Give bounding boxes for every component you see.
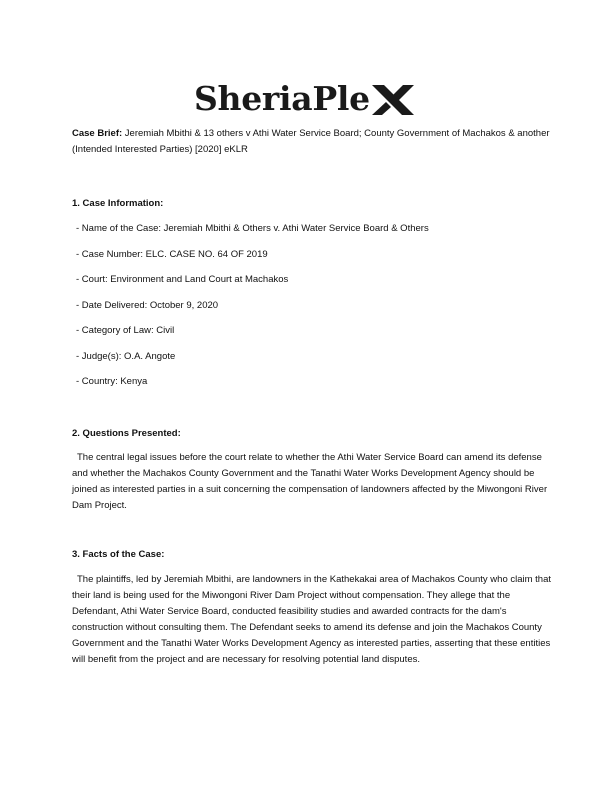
sheriaplex-logo (194, 78, 420, 120)
case-brief-title: Jeremiah Mbithi & 13 others v Athi Water Service Board; County Government of Machakos & another (Intended Interested Parties) [2020] eKLR (72, 128, 550, 155)
section-heading-questions-presented: 2. Questions Presented: (72, 428, 181, 439)
case-info-name: - Name of the Case: Jeremiah Mbithi & Others v. Athi Water Service Board & Others (76, 223, 429, 234)
case-brief-label: Case Brief: (72, 128, 123, 139)
case-info-category: - Category of Law: Civil (76, 325, 175, 336)
case-info-date: - Date Delivered: October 9, 2020 (76, 300, 219, 311)
case-brief (72, 126, 552, 158)
logo-text: SheriaPle (194, 79, 370, 118)
section-heading-facts: 3. Facts of the Case: (72, 549, 165, 560)
case-info-judge: - Judge(s): O.A. Angote (76, 351, 176, 362)
case-info-court: - Court: Environment and Land Court at Machakos (76, 274, 289, 285)
case-info-number: - Case Number: ELC. CASE NO. 64 OF 2019 (76, 249, 268, 260)
case-info-country: - Country: Kenya (76, 376, 148, 387)
questions-presented-text: The central legal issues before the court relate to whether the Athi Water Service Board can amend its defense and whether the Machakos County Government and the Tanathi Water Works Development Agency should be joined as interested parties in a suit concerning the compensation of landowners affected by the Miwongoni River Dam Project. (72, 452, 548, 511)
logo-x-mark-icon (370, 83, 416, 117)
section-heading-case-information: 1. Case Information: (72, 198, 164, 209)
facts-text: The plaintiffs, led by Jeremiah Mbithi, are landowners in the Kathekakai area of Machakos County who claim that their land is being used for the Miwongoni River Dam Project without compensation. They allege that the Defendant, Athi Water Service Board, conducted feasibility studies and awarded contracts for the dam's construction without consulting them. The Defendant seeks to amend its defense and join the Machakos County Government and the Tanathi Water Works Development Agency as interested parties, asserting that these entities will benefit from the project and are necessary for resolving potential land disputes. (72, 574, 552, 665)
